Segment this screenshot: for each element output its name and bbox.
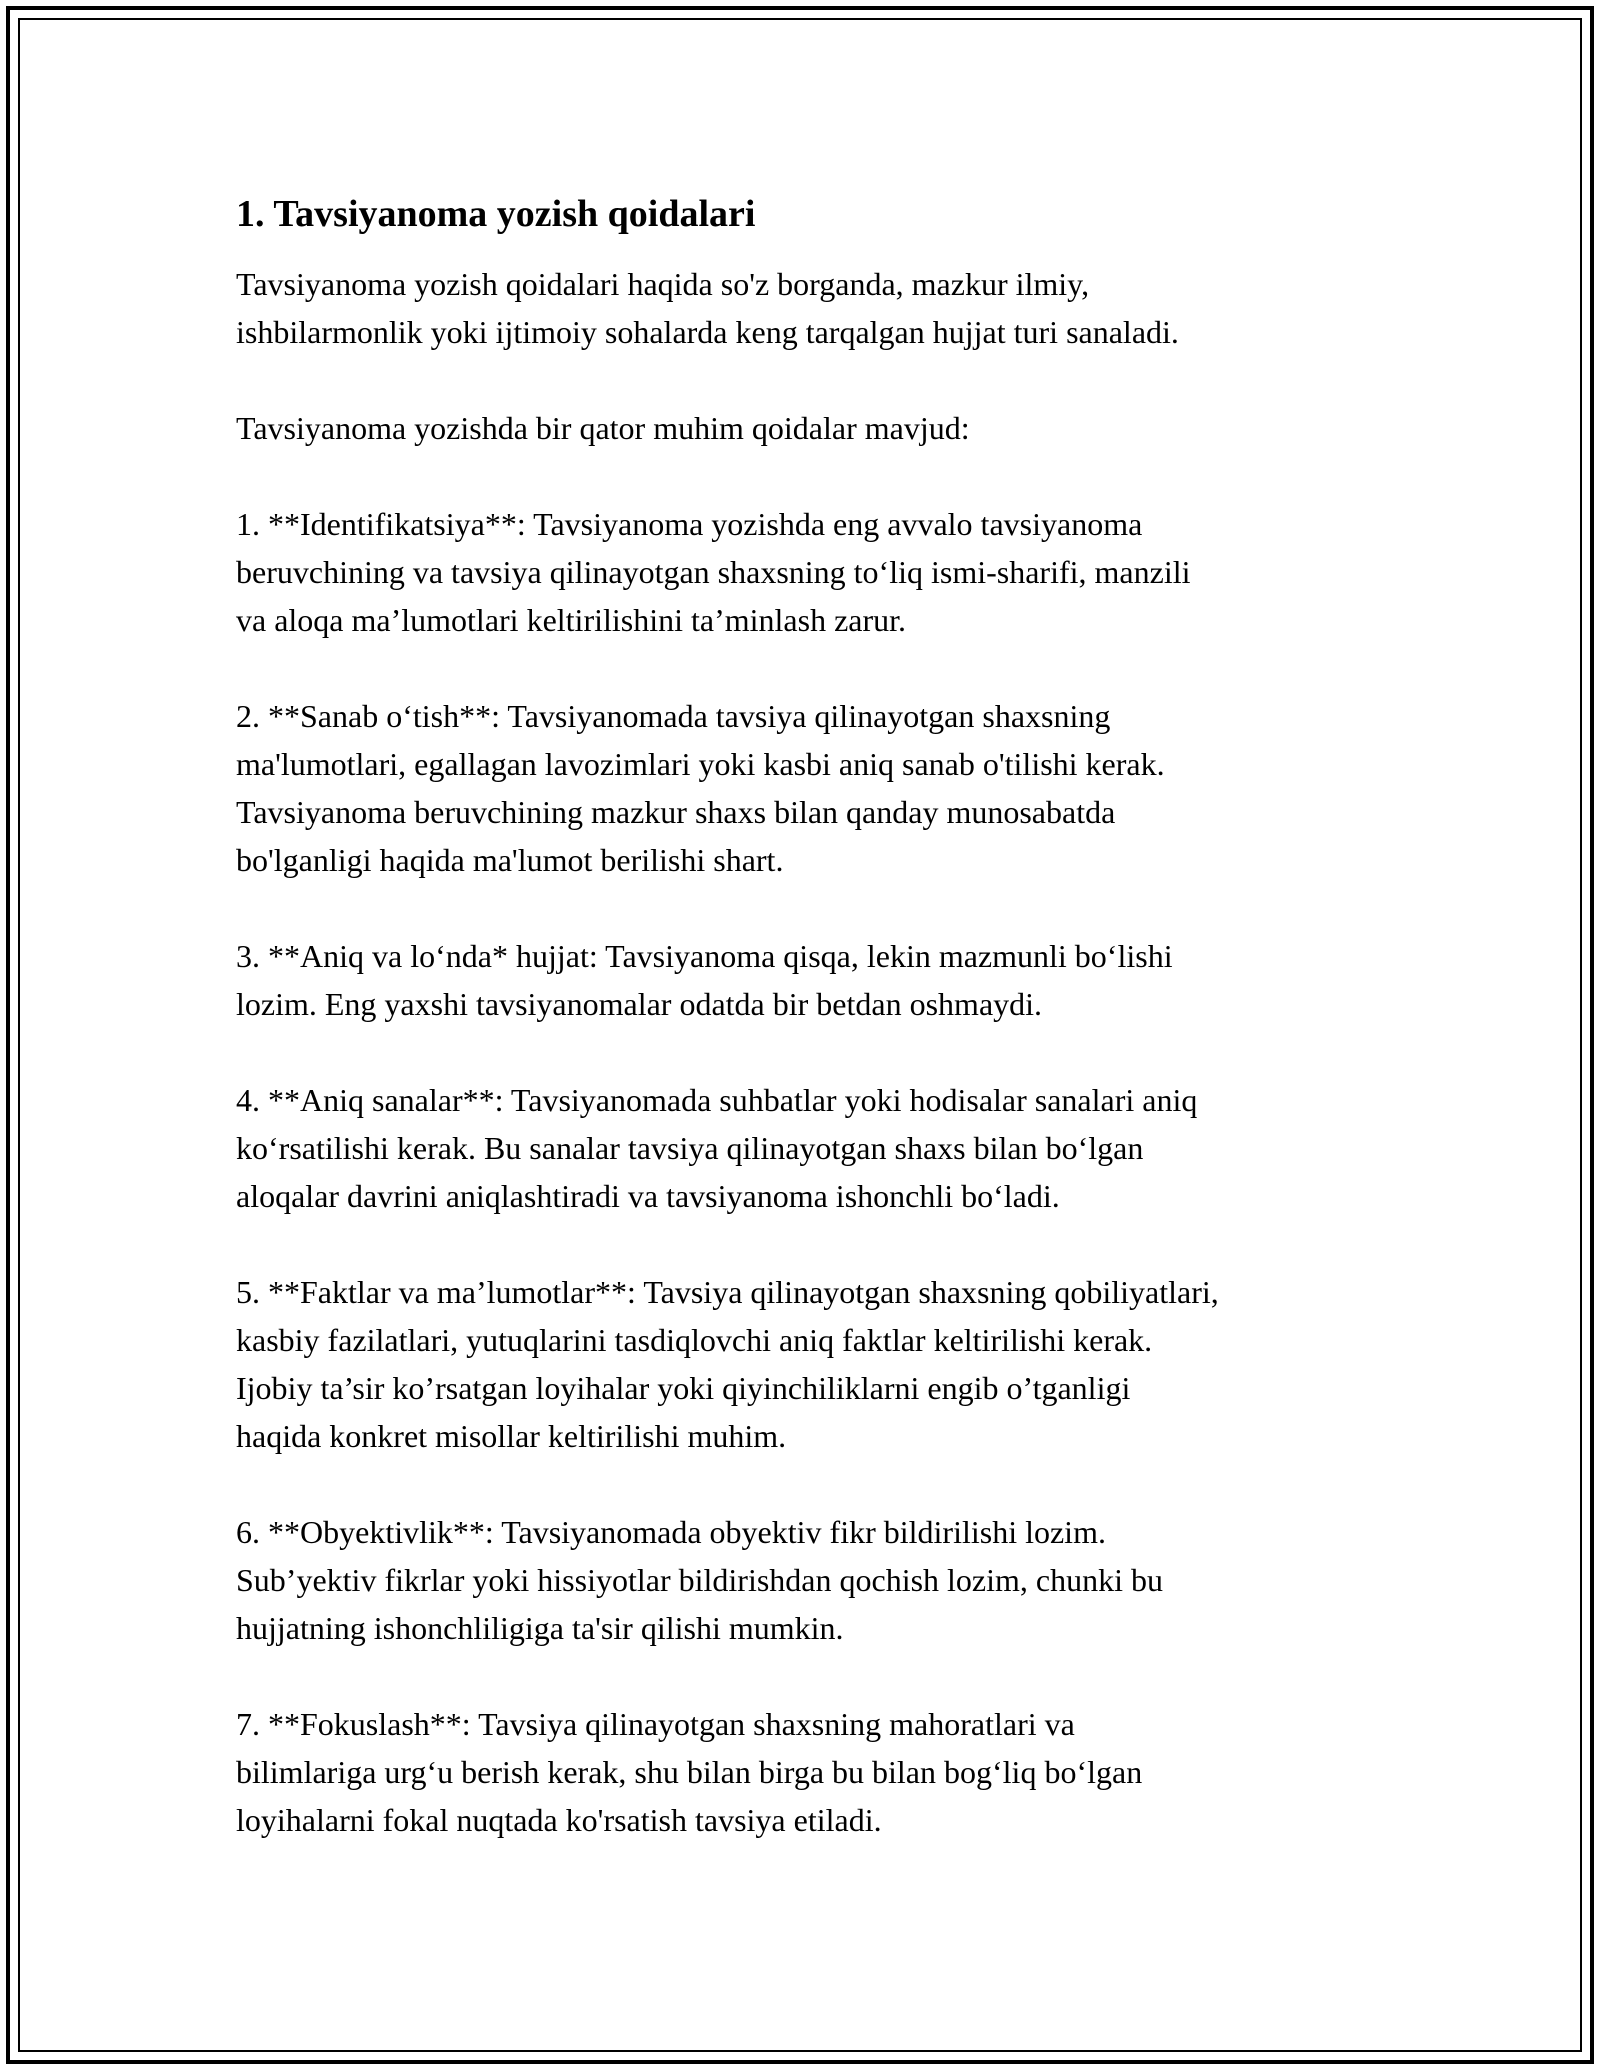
paragraph: [236, 404, 1386, 452]
paragraph: [236, 692, 1386, 884]
paragraph-line: 6. **Obyektivlik**: Tavsiyanomada obyektiv fikr bildirilishi lozim.: [236, 1514, 1106, 1550]
paragraph-line: Sub’yektiv fikrlar yoki hissiyotlar bildirishdan qochish lozim, chunki bu: [236, 1562, 1163, 1598]
document-body: [236, 188, 1386, 1892]
paragraph: [236, 1508, 1386, 1652]
paragraph-line: Tavsiyanoma yozish qoidalari haqida so'z borganda, mazkur ilmiy,: [236, 266, 1090, 302]
document-heading: 1. Tavsiyanoma yozish qoidalari: [236, 193, 756, 235]
paragraph-line: hujjatning ishonchliligiga ta'sir qilishi mumkin.: [236, 1610, 844, 1646]
paragraph-line: ma'lumotlari, egallagan lavozimlari yoki kasbi aniq sanab o'tilishi kerak.: [236, 746, 1165, 782]
paragraph-line: 7. **Fokuslash**: Tavsiya qilinayotgan shaxsning mahoratlari va: [236, 1706, 1075, 1742]
paragraph-list: [236, 260, 1386, 1844]
paragraph-line: ko‘rsatilishi kerak. Bu sanalar tavsiya qilinayotgan shaxs bilan bo‘lgan: [236, 1130, 1144, 1166]
paragraph-line: Tavsiyanoma beruvchining mazkur shaxs bilan qanday munosabatda: [236, 794, 1116, 830]
paragraph-line: lozim. Eng yaxshi tavsiyanomalar odatda bir betdan oshmaydi.: [236, 986, 1043, 1022]
paragraph-line: beruvchining va tavsiya qilinayotgan shaxsning to‘liq ismi-sharifi, manzili: [236, 554, 1191, 590]
paragraph-line: 4. **Aniq sanalar**: Tavsiyanomada suhbatlar yoki hodisalar sanalari aniq: [236, 1082, 1198, 1118]
paragraph: [236, 500, 1386, 644]
paragraph: [236, 1268, 1386, 1460]
paragraph-line: aloqalar davrini aniqlashtiradi va tavsiyanoma ishonchli bo‘ladi.: [236, 1178, 1060, 1214]
paragraph-line: 5. **Faktlar va ma’lumotlar**: Tavsiya qilinayotgan shaxsning qobiliyatlari,: [236, 1274, 1219, 1310]
paragraph-line: loyihalarni fokal nuqtada ko'rsatish tavsiya etiladi.: [236, 1802, 882, 1838]
paragraph-line: Tavsiyanoma yozishda bir qator muhim qoidalar mavjud:: [236, 410, 970, 446]
paragraph-line: 2. **Sanab o‘tish**: Tavsiyanomada tavsiya qilinayotgan shaxsning: [236, 698, 1111, 734]
paragraph-line: 3. **Aniq va lo‘nda* hujjat: Tavsiyanoma qisqa, lekin mazmunli bo‘lishi: [236, 938, 1173, 974]
paragraph-line: bilimlariga urg‘u berish kerak, shu bilan birga bu bilan bog‘liq bo‘lgan: [236, 1754, 1143, 1790]
paragraph-line: kasbiy fazilatlari, yutuqlarini tasdiqlovchi aniq faktlar keltirilishi kerak.: [236, 1322, 1153, 1358]
paragraph-line: haqida konkret misollar keltirilishi muhim.: [236, 1418, 787, 1454]
paragraph: [236, 1076, 1386, 1220]
paragraph-line: 1. **Identifikatsiya**: Tavsiyanoma yozishda eng avvalo tavsiyanoma: [236, 506, 1143, 542]
paragraph-line: ishbilarmonlik yoki ijtimoiy sohalarda keng tarqalgan hujjat turi sanaladi.: [236, 314, 1179, 350]
paragraph-line: bo'lganligi haqida ma'lumot berilishi shart.: [236, 842, 784, 878]
paragraph: [236, 1700, 1386, 1844]
paragraph: [236, 260, 1386, 356]
paragraph-line: Ijobiy ta’sir ko’rsatgan loyihalar yoki qiyinchiliklarni engib o’tganligi: [236, 1370, 1131, 1406]
paragraph: [236, 932, 1386, 1028]
paragraph-line: va aloqa ma’lumotlari keltirilishini ta’minlash zarur.: [236, 602, 907, 638]
